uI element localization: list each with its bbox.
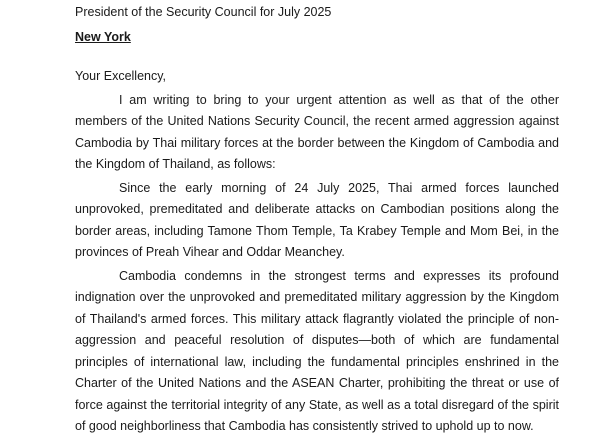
paragraph-intro: I am writing to bring to your urgent attention as well as that of the other members of the United Nations Security Council, the recent armed aggression against Cambodia by Thai military forces at the border between the Kingdom of Cambodia and the Kingdom of Thailand, as follows: xyxy=(75,92,559,171)
letter-body xyxy=(75,66,559,440)
addressee-city: New York xyxy=(75,30,131,44)
paragraph-attack-details: Since the early morning of 24 July 2025, Thai armed forces launched unprovoked, premeditated and deliberate attacks on Cambodian positions along the border areas, including Tamone Thom Temple, Ta Krabey Temple and Mom Bei, in the provinces of Preah Vihear and Oddar Meanchey. xyxy=(75,180,559,259)
paragraph-condemnation: Cambodia condemns in the strongest terms and expresses its profound indignation over the unprovoked and premeditated military aggression by the Kingdom of Thailand's armed forces. This military attack flagrantly violated the principle of non-aggression and peaceful resolution of disputes—both of which are fundamental principles of international law, including the fundamental principles enshrined in the Charter of the United Nations and the ASEAN Charter, prohibiting the threat or use of force against the territorial integrity of any State, as well as a total disregard of the spirit of good neighborliness that Cambodia has consistently strived to uphold up to now. xyxy=(75,268,559,433)
addressee-line: President of the Security Council for July 2025 xyxy=(75,5,332,19)
addressee-block xyxy=(75,0,555,50)
salutation: Your Excellency, xyxy=(75,69,167,83)
